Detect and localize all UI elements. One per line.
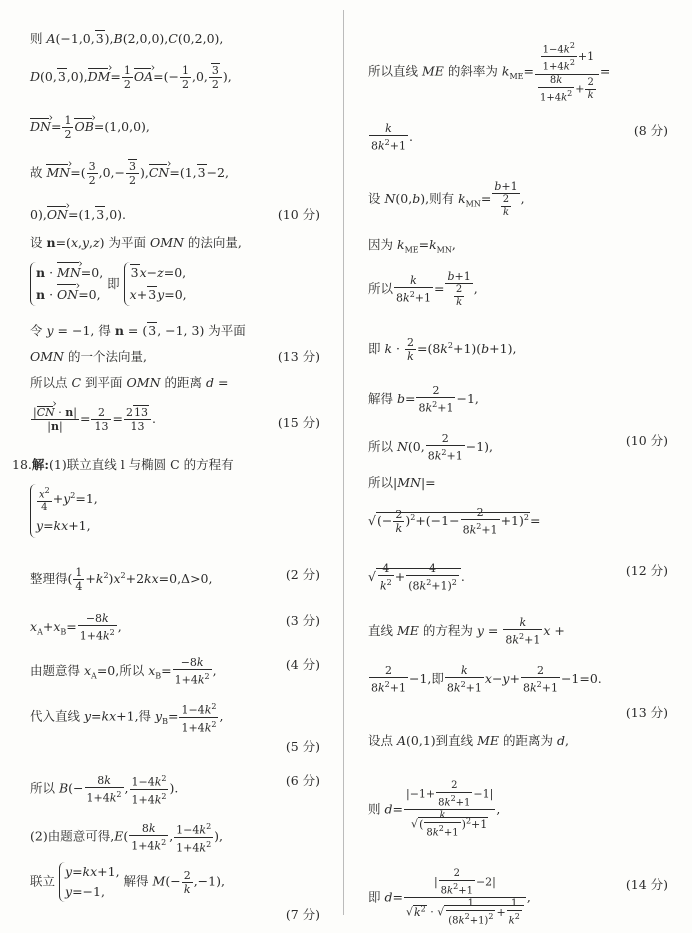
line-d-formula: 则 d= |−1+ $\frac{2}{8k^2+1}$ −1| √( $\frac{k}{8k^2+1}$ )$^2$+1 ,: [368, 780, 501, 839]
line-point-m: 联立 y=kx+1, y=−1, 解得 M(− $\frac{2}{k}$ ,−1),: [30, 862, 320, 902]
line-equation: 所以 $\frac{k}{8k^2+1}$ = $\frac{b+1}{\frac{2}{k}}$ ,: [368, 270, 478, 308]
line-distance-intro: 所以点 C 到平面 OMN 的距离 d =: [30, 375, 229, 390]
score-12: (12 分): [625, 563, 668, 578]
line-n-coords: 所以 N(0, $\frac{2}{8k^2+1}$ −1), (10 分): [368, 432, 668, 463]
line-normal-vector: 设 n=(x,y,z) 为平面 OMN 的法向量,: [30, 235, 242, 250]
line-sum-roots: $x_A+x_B=$ $\frac{-8k}{1+4k^2}$ , (3 分): [30, 612, 320, 643]
line-on: 0),ON ›=(1,3,0). (10 分): [30, 206, 320, 224]
score-5: (5 分): [285, 739, 320, 754]
score-14: (14 分): [625, 877, 668, 892]
line-xb: 由题意得 $x_A=0$,所以 $x_B=$ $\frac{-8k}{1+4k^2}$ , (4 分): [30, 656, 320, 687]
line-yb: 代入直线 y=kx+1,得 $y_B=$ $\frac{1-4k^2}{1+4k^2}$ ,: [30, 702, 224, 735]
line-omn-normal: OMN 的一个法向量, (13 分): [30, 349, 320, 364]
line-point-n: 设 N(0,b),则有 $k_{MN}=$ $\frac{b+1}{\frac{2}{k}}$ ,: [368, 180, 525, 218]
line-point-b: 所以 B(− $\frac{8k}{1+4k^2}$ , $\frac{1-4k^2}{1+4k^2}$ ). (6 分): [30, 773, 320, 807]
score-7: (7 分): [285, 907, 320, 922]
line-solve-b: 解得 b= $\frac{2}{8k^2+1}$ −1,: [368, 384, 479, 415]
score-8: (8 分): [633, 123, 668, 138]
line-me-general: $\frac{2}{8k^2+1}$ −1,即 $\frac{k}{8k^2+1}$ x−y+ $\frac{2}{8k^2+1}$ −1=0.: [371, 664, 602, 695]
line-simplify: 整理得( $\frac{1}{4}$ $+k^2)x^2+2kx=0,\Delta>0$, (2 分): [30, 566, 320, 593]
column-divider: [343, 10, 344, 915]
line-mn-cn: 故 MN ›=( $\frac{3}{2}$ ,0,− $\frac{3}{2}$ ),CN ›=(1,3−2,: [30, 160, 229, 187]
score-2: (2 分): [285, 567, 320, 582]
line-ji: 即 k · $\frac{2}{k}$ $=(8k^2+1)(b+1)$,: [368, 336, 517, 363]
line-kme-result: $\frac{k}{8k^2+1}$ . (8 分): [371, 122, 668, 153]
score-10: (10 分): [277, 207, 320, 222]
line-dm: D(0,3,0),DM ›= $\frac{1}{2}$ OA ›=(− $\frac{1}{2}$ ,0, $\frac{3}{2}$ ),: [30, 64, 232, 91]
score-13: (13 分): [277, 349, 320, 364]
line-mn-expand: √(− $\frac{2}{k}$ )$^2$+(−1− $\frac{2}{8k^2+1}$ +1)$^2$=: [368, 506, 541, 537]
score-15: (15 分): [277, 415, 320, 430]
line-kme-eq-kmn: 因为 $k_{ME}=k_{MN}$,: [368, 237, 456, 255]
line-system: n · MN ›=0, n · ON ›=0, 即 3x−z=0, x+3y=0,: [30, 262, 187, 306]
line-let-y: 令 y = −1, 得 n = (3, −1, 3) 为平面: [30, 323, 246, 338]
line-q18: 18.解:(1)联立直线 l 与椭圆 C 的方程有: [12, 457, 234, 472]
line-mn-label: 所以|MN|=: [368, 475, 436, 490]
score-13b: (13 分): [625, 705, 668, 720]
line-dn: DN ›= $\frac{1}{2}$ OB ›=(1,0,0),: [30, 114, 150, 141]
score-3: (3 分): [285, 613, 320, 628]
line-point-e: (2)由题意可得,E( $\frac{8k}{1+4k^2}$ , $\frac{1-4k^2}{1+4k^2}$ ),: [30, 821, 224, 855]
line-distance-value: $\frac{|CN › \cdot n|}{|n|}$ = $\frac{2}{13}$ = $\frac{213}{13}$ . (15 分): [30, 406, 320, 433]
line-ellipse-system: $\frac{x^2}{4}$ $+y^2=1$, y=kx+1,: [30, 484, 98, 538]
line-distance-a: 设点 A(0,1)到直线 ME 的距离为 d,: [368, 733, 570, 748]
line-kme: 所以直线 ME 的斜率为 $k_{ME}=$ $\frac{1-4k^2}{1+4k^2}$ +1 $\frac{8k}{1+4k^2}$ + $\frac{2}{k}$ =: [368, 41, 611, 103]
line-mn-result: √ $\frac{4}{k^2}$ + $\frac{4}{(8k^2+1)^2}$ . (12 分): [368, 562, 668, 593]
line-d-simplified: 即 d= | $\frac{2}{8k^2+1}$ −2| $√k^2$ · √ $\frac{1}{(8k^2+1)^2}$ + $\frac{1}{k^2}$ , (14 分): [368, 868, 668, 927]
score-6: (6 分): [285, 773, 320, 788]
line-coords-abc: 则 A(−1,0,3),B(2,0,0),C(0,2,0),: [30, 31, 224, 46]
score-10b: (10 分): [625, 433, 668, 448]
line-me-equation: 直线 ME 的方程为 y = $\frac{k}{8k^2+1}$ x +: [368, 616, 565, 647]
score-4: (4 分): [285, 657, 320, 672]
